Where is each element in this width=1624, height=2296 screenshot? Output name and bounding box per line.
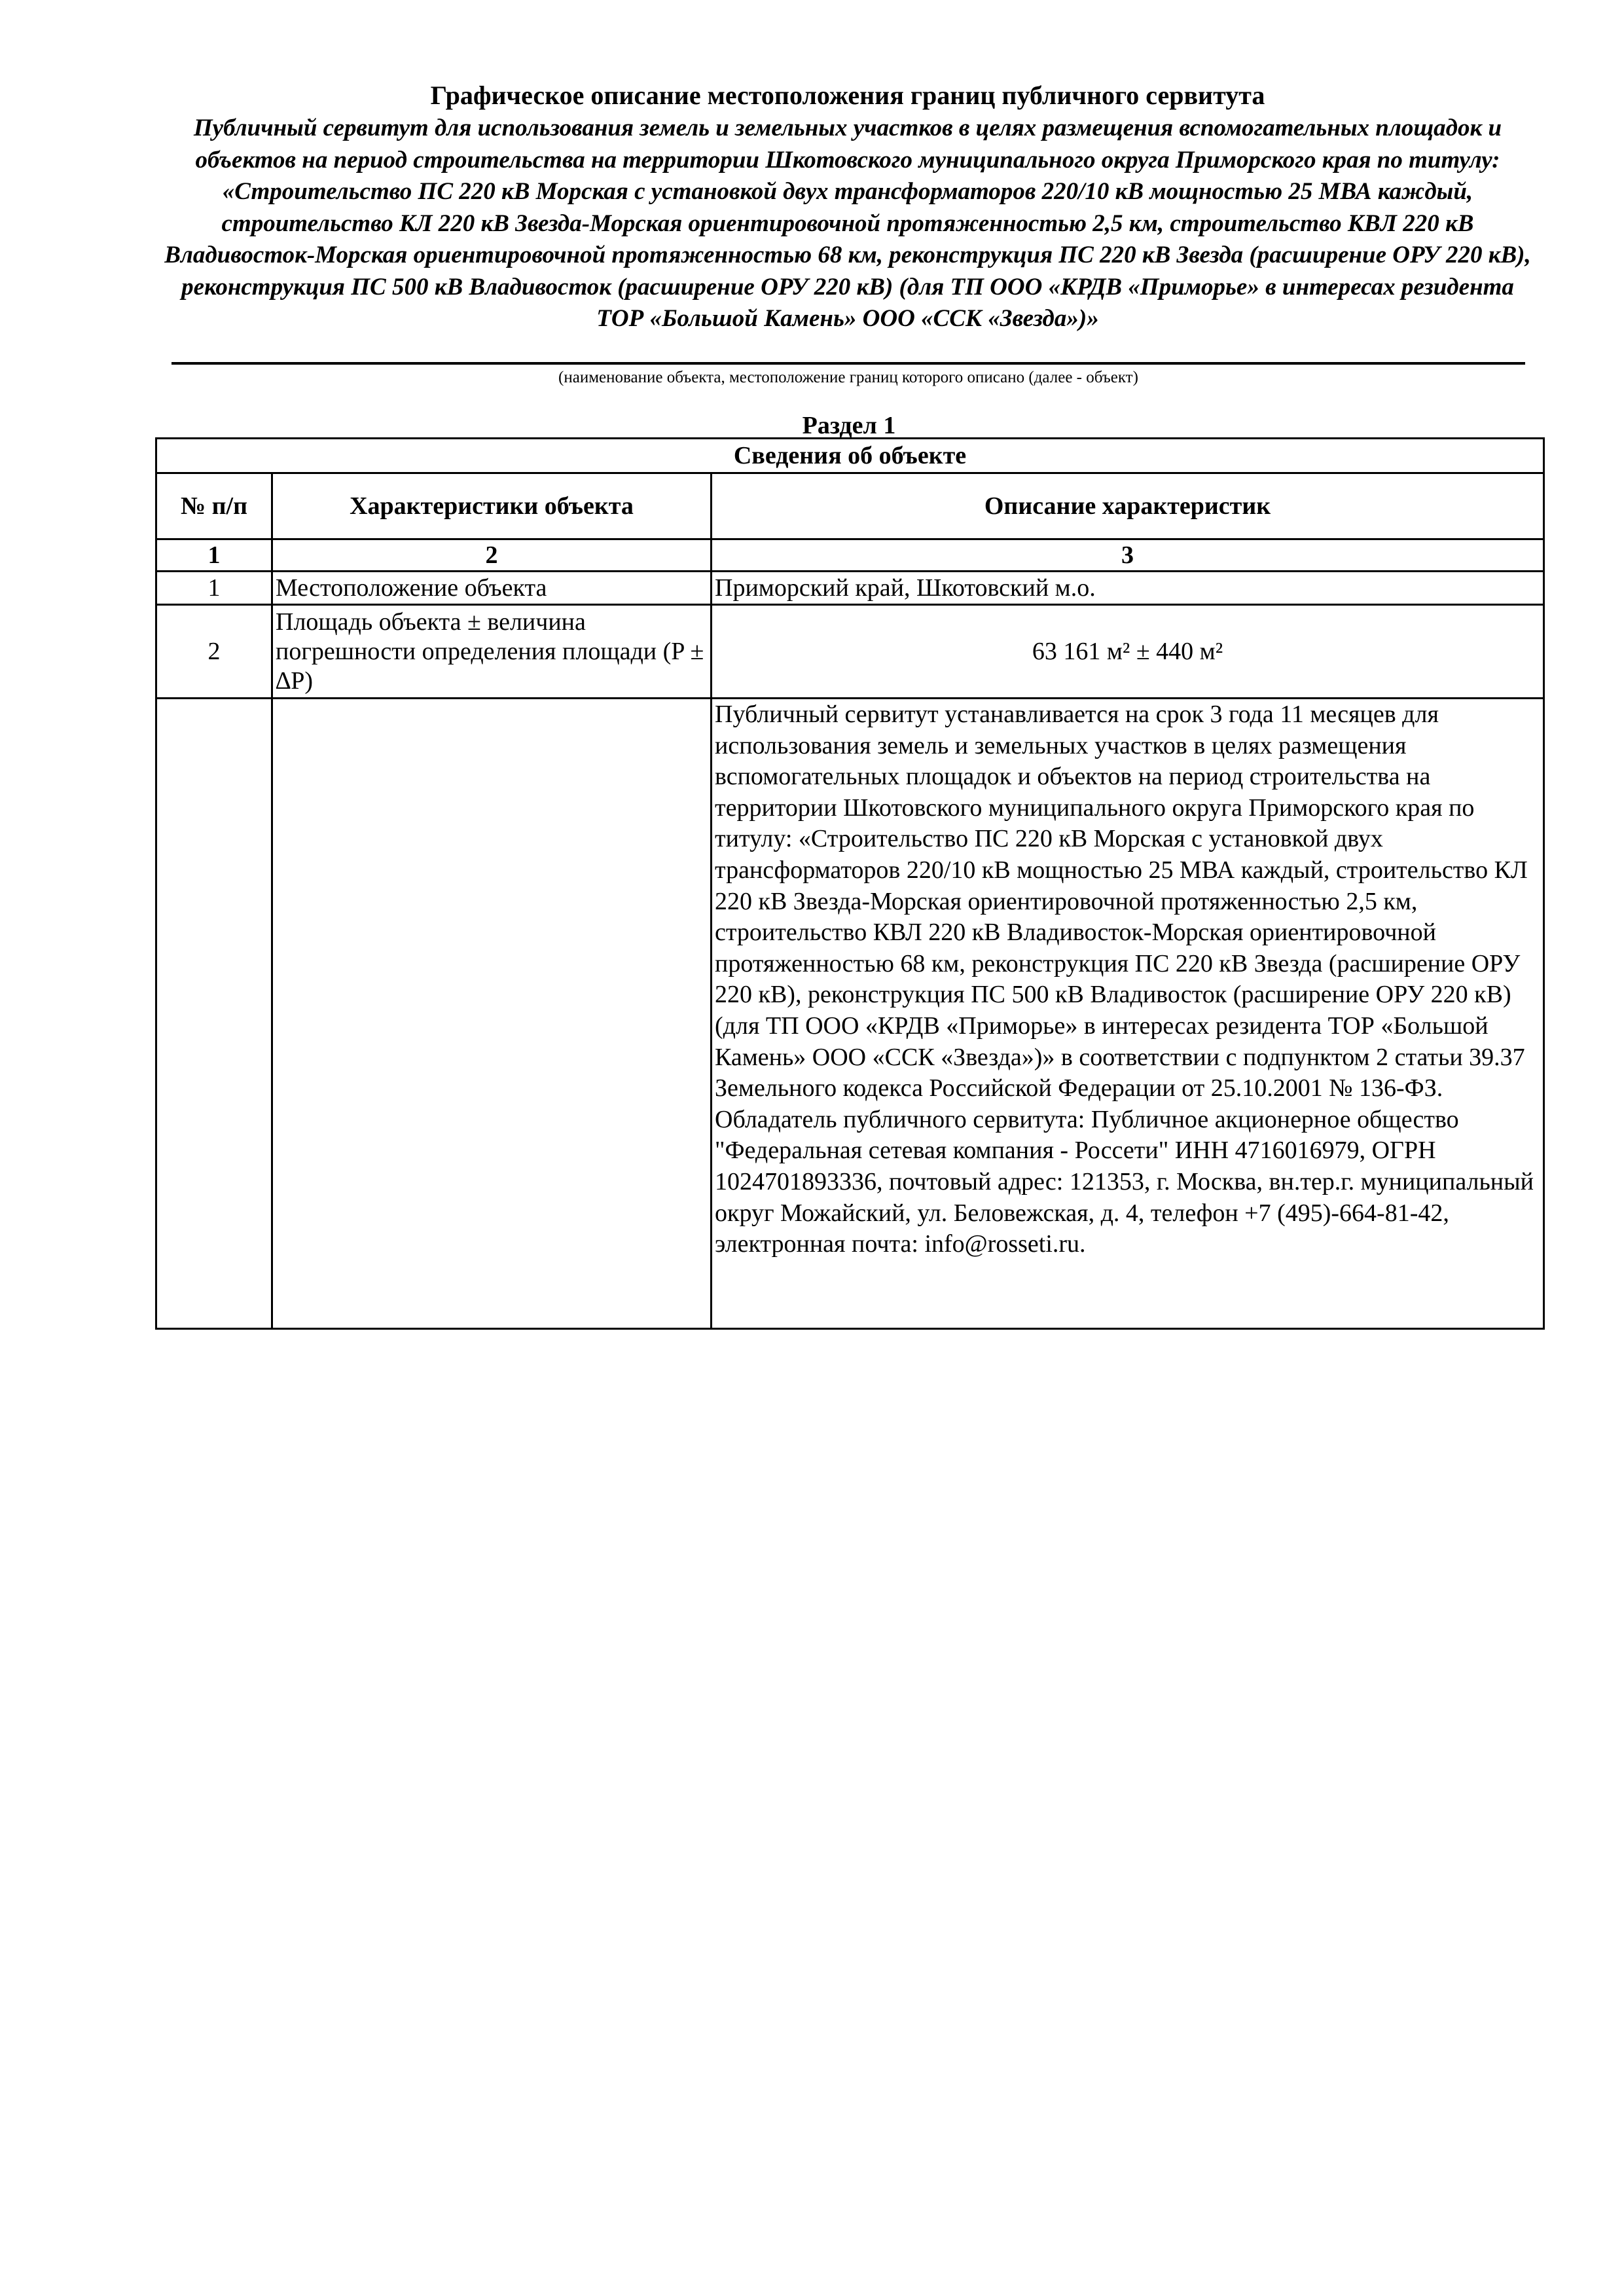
table-row <box>156 605 1544 699</box>
column-numbers-row <box>156 539 1544 572</box>
table-row <box>156 572 1544 605</box>
object-name: Публичный сервитут для использования земель и земельных участков в целях размещения вспомогательных площадок и объектов на период строительства на территории Шкотовского муниципального округа Приморского края по титулу: «Строительство ПС 220 кВ Морская с установкой двух трансформаторов 220/10 кВ мощностью 25 МВА каждый, строительство КЛ 220 кВ Звезда-Морская ориентировочной протяженностью 2,5 км, строительство КВЛ 220 кВ Владивосток-Морская ориентировочной протяженностью 68 км, реконструкция ПС 220 кВ Звезда (расширение ОРУ 220 кВ), реконструкция ПС 500 кВ Владивосток (расширение ОРУ 220 кВ) (для ТП ООО «КРДВ «Приморье» в интересах резидента ТОР «Большой Камень» ООО «ССК «Звезда»)» <box>164 115 1531 332</box>
table-row <box>156 699 1544 1329</box>
row-number: 1 <box>156 572 272 605</box>
table-caption: Сведения об объекте <box>156 439 1544 473</box>
column-header-characteristic: Характеристики объекта <box>272 473 712 539</box>
column-number: 3 <box>712 539 1544 572</box>
column-number: 1 <box>156 539 272 572</box>
column-header-num: № п/п <box>156 473 272 539</box>
row-description: Приморский край, Шкотовский м.о. <box>712 572 1544 605</box>
row-description: Публичный сервитут устанавливается на срок 3 года 11 месяцев для использования земель и земельных участков в целях размещения вспомогательных площадок и объектов на период строительства на территории Шкотовского муниципального округа Приморского края по титулу: «Строительство ПС 220 кВ Морская с установкой двух трансформаторов 220/10 кВ мощностью 25 МВА каждый, строительство КЛ 220 кВ Звезда-Морская ориентировочной протяженностью 2,5 км, строительство КВЛ 220 кВ Владивосток-Морская ориентировочной протяженностью 68 км, реконструкция ПС 220 кВ Звезда (расширение ОРУ 220 кВ), реконструкция ПС 500 кВ Владивосток (расширение ОРУ 220 кВ) (для ТП ООО «КРДВ «Приморье» в интересах резидента ТОР «Большой Камень» ООО «ССК «Звезда»)» в соответствии с подпунктом 2 статьи 39.37 Земельного кодекса Российской Федерации от 25.10.2001 № 136-ФЗ. Обладатель публичного сервитута: Публичное акционерное общество "Федеральная сетевая компания - Россети" ИНН 4716016979, ОГРН 1024701893336, почтовый адрес: 121353, г. Москва, вн.тер.г. муниципальный округ Можайский, ул. Беловежская, д. 4, телефон +7 (495)-664-81-42, электронная почта: info@rosseti.ru. <box>712 699 1544 1329</box>
document-title: Графическое описание местоположения границ публичного сервитута <box>430 81 1265 110</box>
row-number: 2 <box>156 605 272 699</box>
underline-rule <box>171 362 1525 365</box>
column-header-description: Описание характеристик <box>712 473 1544 539</box>
section-heading: Раздел 1 <box>802 412 896 439</box>
row-characteristic: Местоположение объекта <box>272 572 712 605</box>
object-name-caption: (наименование объекта, местоположение границ которого описано (далее - объект) <box>558 369 1138 386</box>
row-characteristic <box>272 699 712 1329</box>
table-header-row <box>156 473 1544 539</box>
object-info-table <box>155 437 1545 1330</box>
row-number <box>156 699 272 1329</box>
column-number: 2 <box>272 539 712 572</box>
row-characteristic: Площадь объекта ± величина погрешности определения площади (P ± ∆P) <box>272 605 712 699</box>
row-description: 63 161 м² ± 440 м² <box>712 605 1544 699</box>
table-caption-row <box>156 439 1544 473</box>
